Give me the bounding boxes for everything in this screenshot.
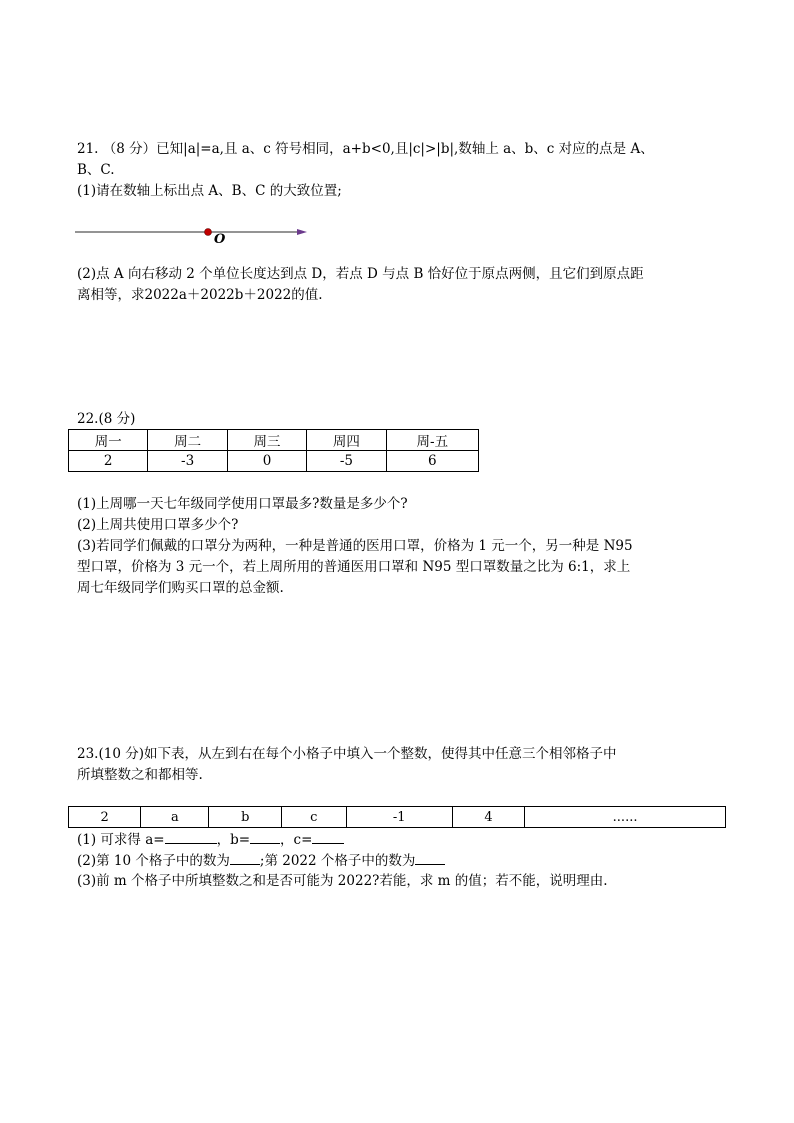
number-line-arrow-icon (297, 229, 307, 235)
q23-part1-c-label: ，c= (280, 832, 313, 848)
origin-point (205, 229, 212, 236)
table-cell: 4 (452, 807, 524, 828)
table-row (69, 807, 726, 828)
q23-part1-b-label: ，b= (216, 832, 251, 848)
answer-blank-b[interactable] (250, 829, 280, 844)
table-header-cell: 周二 (148, 430, 227, 451)
q23-line1: 23.(10 分)如下表，从左到右在每个小格子中填入一个整数，使得其中任意三个相邻格子中 (77, 746, 617, 762)
table-cell: b (209, 807, 282, 828)
table-cell: c (282, 807, 346, 828)
q23-part2-mid: ;第 2022 个格子中的数为 (259, 853, 416, 869)
table-cell: a (141, 807, 209, 828)
q22-table (68, 429, 479, 472)
table-row (69, 451, 479, 472)
table-header-cell: 周一 (69, 430, 148, 451)
answer-blank-c[interactable] (312, 829, 344, 844)
q21-part1: (1)请在数轴上标出点 A、B、C 的大致位置; (77, 183, 342, 199)
q22-part3-line3: 周七年级同学们购买口罩的总金额. (77, 580, 284, 596)
q23-part2 (77, 850, 445, 871)
q22-part3-line2: 型口罩，价格为 3 元一个，若上周所用的普通医用口罩和 N95 型口罩数量之比为 6:1，求上 (77, 559, 631, 575)
answer-blank-10th[interactable] (230, 850, 260, 865)
table-cell: 2 (69, 451, 148, 472)
q23-table (68, 806, 726, 828)
origin-label: O (214, 232, 226, 244)
q23-part1 (77, 829, 344, 850)
q21-part2-line1: (2)点 A 向右移动 2 个单位长度达到点 D，若点 D 与点 B 恰好位于原点两侧，且它们到原点距 (77, 266, 644, 282)
q21-line2: B、C. (77, 162, 115, 178)
table-header-row (69, 430, 479, 451)
q22-part1: (1)上周哪一天七年级同学使用口罩最多?数量是多少个? (77, 496, 408, 512)
answer-blank-a[interactable] (165, 829, 217, 844)
table-cell: 6 (386, 451, 478, 472)
table-cell: 0 (227, 451, 306, 472)
q23-part2-prefix: (2)第 10 个格子中的数为 (77, 853, 230, 869)
q23-part1-prefix: (1) 可求得 a= (77, 832, 165, 848)
q23-part3: (3)前 m 个格子中所填整数之和是否可能为 2022?若能，求 m 的值；若不能，说明理由. (77, 873, 608, 889)
table-header-cell: 周四 (307, 430, 386, 451)
table-cell: 2 (69, 807, 141, 828)
table-cell: ...... (525, 807, 726, 828)
table-cell: -1 (346, 807, 452, 828)
q21-part2-line2: 离相等，求2022a＋2022b＋2022的值. (77, 287, 323, 303)
q22-part2: (2)上周共使用口罩多少个? (77, 517, 239, 533)
q21-line1: 21. （8 分）已知|a|=a,且 a、c 符号相同，a+b<0,且|c|>|b|,数轴上 a、b、c 对应的点是 A、 (77, 141, 654, 157)
q23-line2: 所填整数之和都相等. (77, 767, 203, 783)
table-cell: -5 (307, 451, 386, 472)
number-line (75, 222, 310, 244)
q22-part3-line1: (3)若同学们佩戴的口罩分为两种，一种是普通的医用口罩，价格为 1 元一个，另一种是 N95 (77, 538, 633, 554)
answer-blank-2022nd[interactable] (415, 850, 445, 865)
q22-title: 22.(8 分) (77, 411, 136, 427)
table-header-cell: 周-五 (386, 430, 478, 451)
table-cell: -3 (148, 451, 227, 472)
table-header-cell: 周三 (227, 430, 306, 451)
